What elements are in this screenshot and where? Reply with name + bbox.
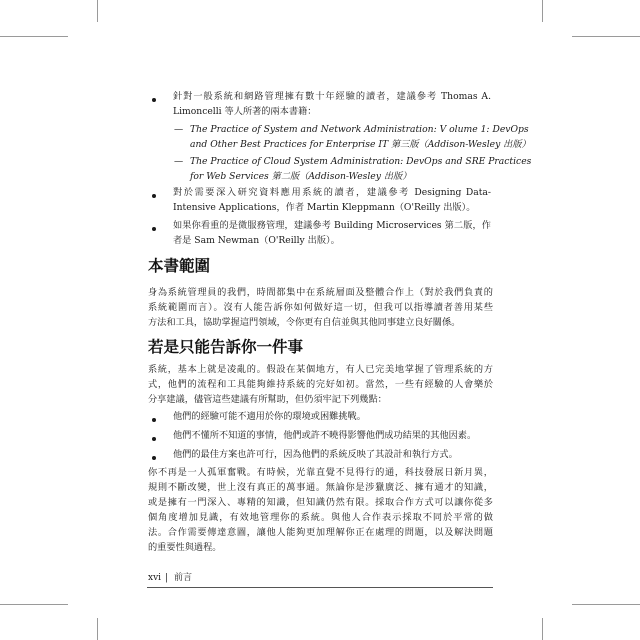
text-line: 分享建議，儘管這些建議有所幫助，但仍須牢記下列幾點： bbox=[148, 394, 387, 405]
section-heading: 本書範圍 bbox=[148, 257, 211, 275]
text-line: Limoncelli 等人所著的兩本書籍： bbox=[173, 106, 317, 117]
bullet-item-3 bbox=[173, 218, 491, 248]
text-line: Intensive Applications，作者 Martin Kleppmann（O'Reilly 出版）。 bbox=[173, 202, 476, 213]
text-line: 身為系統管理員的我們，時間都集中在系統層面及整體合作上（對於我們負責的 bbox=[148, 287, 493, 298]
text-line: 法。合作需要傳達意圖，讓他人能夠更加理解你正在處理的問題，以及解決問題 bbox=[148, 527, 493, 538]
bullet-dot bbox=[152, 98, 156, 102]
text-line: 者是 Sam Newman（O'Reilly 出版）。 bbox=[173, 235, 340, 246]
footer-section-name: 前言 bbox=[174, 573, 193, 583]
text-line: 個角度增加見識，有效地管理你的系統。與他人合作表示採取不同於平常的做 bbox=[148, 512, 493, 523]
text-line: 系統，基本上就是凌亂的。假設在某個地方，有人已完美地掌握了管理系統的方 bbox=[148, 364, 493, 375]
text-line: 系統範圍而言）。沒有人能告訴你如何做好這一切，但我可以指導讀者善用某些 bbox=[148, 302, 493, 313]
text-line: 他們的最佳方案也許可行，因為他們的系統反映了其設計和執行方式。 bbox=[173, 449, 458, 460]
page-number: xvi bbox=[148, 573, 162, 583]
bullet-dot bbox=[152, 437, 156, 441]
section-heading: 若是只能告訴你一件事 bbox=[148, 338, 304, 356]
section-paragraph bbox=[148, 362, 493, 407]
text-line: The Practice of System and Network Administration: V olume 1: DevOps bbox=[190, 124, 529, 135]
dash: — bbox=[174, 124, 184, 135]
bullet-dot bbox=[152, 194, 156, 198]
text-line: and Other Best Practices for Enterprise IT 第三版（Addison-Wesley 出版） bbox=[190, 139, 531, 150]
text-line: 他們不懂所不知道的事情，他們或許不曉得影響他們成功結果的其他因素。 bbox=[173, 430, 477, 441]
text-line: 規則不斷改變，世上沒有真正的萬事通。無論你是涉獵廣泛、擁有通才的知識， bbox=[148, 482, 493, 493]
bullet-dot bbox=[152, 418, 156, 422]
bullet-item-1 bbox=[173, 89, 491, 119]
text-line: 的重要性與過程。 bbox=[148, 542, 222, 553]
text-line: 他們的經驗可能不適用於你的環境或困難挑戰。 bbox=[173, 411, 366, 422]
footer-rule bbox=[147, 587, 493, 588]
text-line: 針對一般系統和網路管理擁有數十年經驗的讀者，建議參考 Thomas A. bbox=[173, 91, 491, 102]
text-line: 如果你看重的是微服務管理，建議參考 Building Microservices 第二版，作 bbox=[173, 220, 491, 231]
dash: — bbox=[174, 156, 184, 167]
text-line: 式，他們的流程和工具能夠維持系統的完好如初。當然，一些有經驗的人會樂於 bbox=[148, 379, 493, 390]
footer-separator: | bbox=[165, 573, 169, 583]
list-item bbox=[173, 447, 491, 462]
sub-item-1 bbox=[190, 122, 531, 152]
section-paragraph bbox=[148, 465, 493, 555]
text-line: 或是擁有一門深入、專精的知識，但知識仍然有限。採取合作方式可以讓你從多 bbox=[148, 497, 493, 508]
text-line: 對於需要深入研究資料應用系統的讀者，建議參考 Designing Data- bbox=[173, 187, 491, 198]
sub-item-2 bbox=[190, 154, 532, 184]
bullet-dot bbox=[152, 227, 156, 231]
text-line: 方法和工具，協助掌握這門領域，令你更有自信並與其他同事建立良好關係。 bbox=[148, 317, 461, 328]
text-line: 你不再是一人孤軍奮戰。有時候，光靠直覺不見得行的通，科技發展日新月異， bbox=[148, 467, 493, 478]
list-item bbox=[173, 409, 491, 424]
list-item bbox=[173, 428, 491, 443]
text-line: for Web Services 第二版（Addison-Wesley 出版） bbox=[190, 171, 412, 182]
text-line: The Practice of Cloud System Administration: DevOps and SRE Practices bbox=[190, 156, 532, 167]
section-paragraph bbox=[148, 285, 493, 330]
bullet-item-2 bbox=[173, 185, 491, 215]
bullet-dot bbox=[152, 456, 156, 460]
